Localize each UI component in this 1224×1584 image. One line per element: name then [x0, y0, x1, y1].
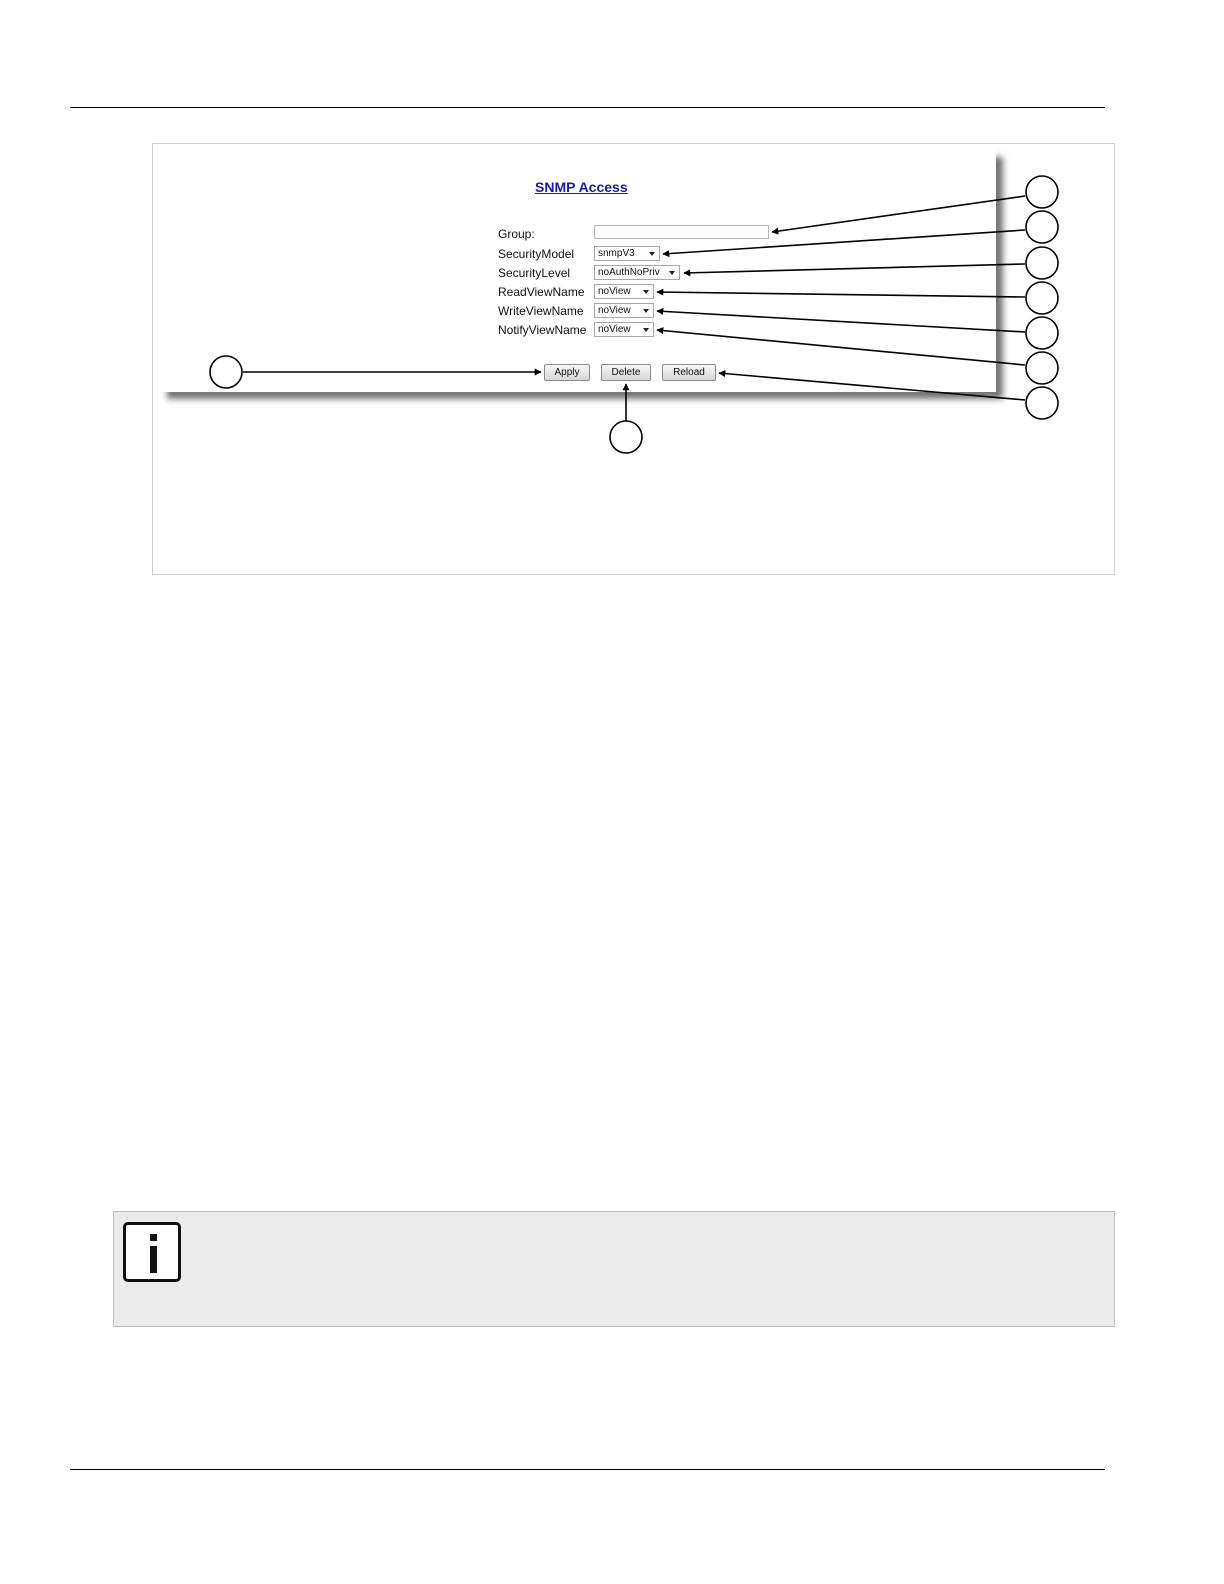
security-model-label: SecurityModel: [498, 247, 575, 261]
apply-button[interactable]: Apply: [544, 364, 590, 381]
notify-view-name-label: NotifyViewName: [498, 323, 587, 337]
snmp-access-title[interactable]: SNMP Access: [535, 179, 628, 195]
callout-circle: [1026, 247, 1058, 279]
security-level-label: SecurityLevel: [498, 266, 571, 280]
group-label: Group:: [498, 227, 535, 241]
info-icon: [123, 1222, 181, 1282]
read-view-name-value: noView: [598, 286, 631, 297]
callout-arrow-write-view: [657, 311, 1025, 332]
callout-arrow-notify-view: [657, 330, 1025, 365]
info-icon-dot: [150, 1234, 157, 1241]
read-view-name-label: ReadViewName: [498, 285, 585, 299]
callout-arrow-security-model: [663, 230, 1025, 254]
reload-button[interactable]: Reload: [662, 364, 716, 381]
security-level-value: noAuthNoPriv: [598, 267, 660, 278]
callout-circle: [1026, 211, 1058, 243]
callout-arrow-read-view: [657, 292, 1025, 297]
security-model-value: snmpV3: [598, 248, 635, 259]
callout-circle: [1026, 317, 1058, 349]
info-icon-stem: [150, 1246, 157, 1273]
callout-overlay: [0, 0, 1224, 600]
footer-rule: [70, 1469, 1105, 1470]
callout-circle: [610, 421, 642, 453]
callout-circle: [210, 356, 242, 388]
write-view-name-value: noView: [598, 305, 631, 316]
callout-circle: [1026, 352, 1058, 384]
callout-arrow-reload: [719, 373, 1025, 400]
notify-view-name-value: noView: [598, 324, 631, 335]
callout-circle: [1026, 282, 1058, 314]
callout-arrow-security-level: [684, 264, 1025, 273]
callout-circle: [1026, 387, 1058, 419]
delete-button[interactable]: Delete: [601, 364, 651, 381]
note-box: [113, 1211, 1115, 1327]
callout-arrow-group: [772, 196, 1025, 232]
callout-circle: [1026, 176, 1058, 208]
write-view-name-label: WriteViewName: [498, 304, 584, 318]
